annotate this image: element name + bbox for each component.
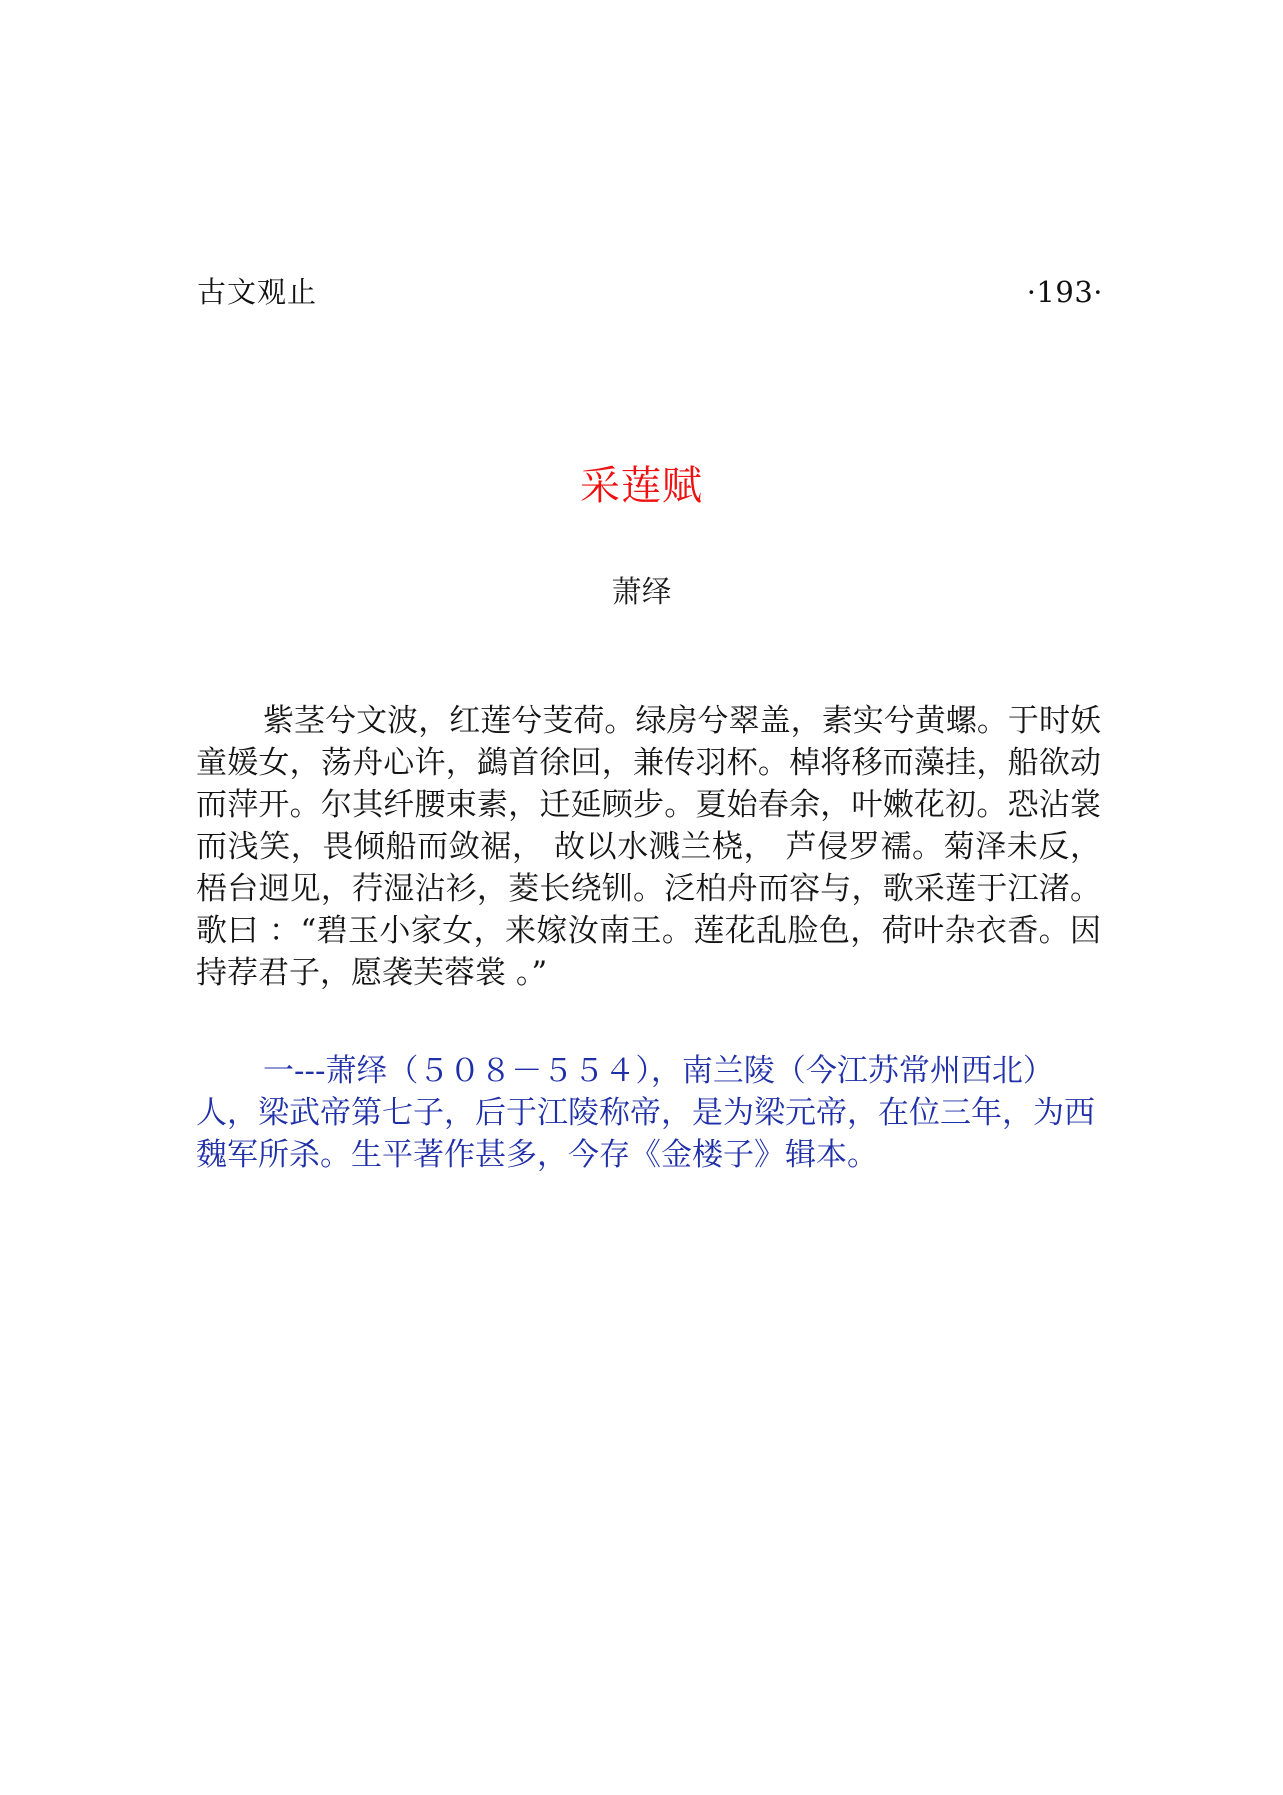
article-body: 紫茎兮文波，红莲兮芰荷。绿房兮翠盖，素实兮黄螺。于时妖童媛女，荡舟心许，鷁首徐回，兼传羽杯。棹将移而藻挂，船欲动而萍开。尔其纤腰束素，迁延顾步。夏始春余，叶嫩花初。恐沾裳而浅笑，畏倾船而敛裾， 故以水溅兰桡， 芦侵罗襦。菊泽未反，梧台迥见，荇湿沾衫，菱长绕钏。泛柏舟而容与，歌采莲于江渚。歌曰 ：“碧玉小家女，来嫁汝南王。莲花乱脸色，荷叶杂衣香。因持荐君子，愿袭芙蓉裳 。” bbox=[196, 703, 1101, 991]
author-note: 一---萧绎（５０８－５５４），南兰陵（今江苏常州西北）人，梁武帝第七子，后于江陵称帝，是为梁元帝，在位三年，为西魏军所杀。生平著作甚多，今存《金楼子》辑本。 bbox=[196, 1053, 1095, 1173]
article-title: 采莲赋 bbox=[580, 463, 703, 509]
article-author: 萧绎 bbox=[611, 575, 672, 610]
running-header-book-title: 古文观止 bbox=[197, 275, 318, 309]
page-number: ·193· bbox=[1026, 275, 1103, 309]
